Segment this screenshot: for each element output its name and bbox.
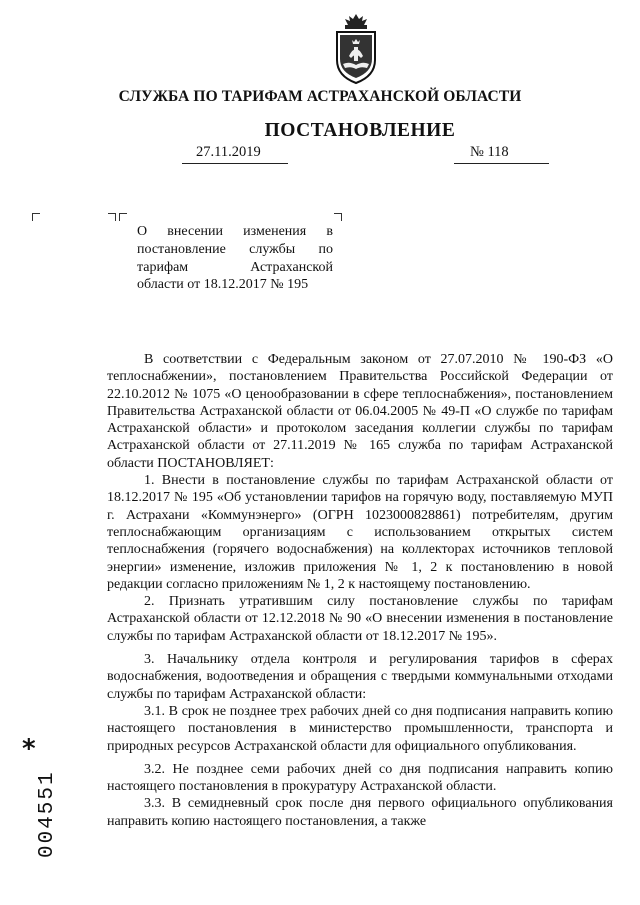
subject-line: области от 18.12.2017 № 195 bbox=[137, 277, 309, 293]
clause-2-paragraph: 2. Признать утратившим силу постановление службы по тарифам Астраханской области от 12.12.2018 № 90 «О внесении изменения в постановление службы по тарифам Астраханской области от 18.12.2017 № 195». bbox=[107, 594, 613, 644]
document-number: № 118 bbox=[470, 144, 509, 160]
corner-mark bbox=[119, 213, 127, 221]
date-underline bbox=[182, 163, 288, 164]
number-underline bbox=[454, 163, 549, 164]
clause-3-2-paragraph: 3.2. Не позднее семи рабочих дней со дня подписания направить копию настоящего постановления в прокуратуру Астраханской области. bbox=[107, 761, 613, 795]
document-body bbox=[107, 351, 613, 830]
subject-line: тарифам Астраханской bbox=[137, 259, 333, 275]
clause-3-3-paragraph: 3.3. В семидневный срок после дня первого официального опубликования направить копию настоящего постановления, а также bbox=[107, 796, 613, 829]
coat-of-arms-emblem bbox=[327, 12, 385, 86]
clause-3-paragraph: 3. Начальнику отдела контроля и регулирования тарифов в сферах водоснабжения, водоотведения и обращения с твердыми коммунальными отходами службы по тарифам Астраханской области: bbox=[107, 652, 613, 702]
stamp-star: * bbox=[22, 734, 36, 764]
document-subject bbox=[137, 223, 333, 294]
subject-line: О внесении изменения в bbox=[137, 224, 333, 239]
corner-mark bbox=[334, 213, 342, 221]
stamp-code: 004551 bbox=[36, 770, 59, 858]
document-date: 27.11.2019 bbox=[196, 144, 261, 160]
corner-mark bbox=[32, 213, 40, 221]
document-type-title: ПОСТАНОВЛЕНИЕ bbox=[264, 120, 456, 141]
clause-3-1-paragraph: 3.1. В срок не позднее трех рабочих дней со дня подписания направить копию настоящего постановления в министерство промышленности, транспорта и природных ресурсов Астраханской области для официального опубликования. bbox=[107, 703, 613, 754]
corner-mark bbox=[108, 213, 116, 221]
organization-title: СЛУЖБА ПО ТАРИФАМ АСТРАХАНСКОЙ ОБЛАСТИ bbox=[118, 88, 522, 105]
preamble-paragraph: В соответствии с Федеральным законом от 27.07.2010 № 190-ФЗ «О теплоснабжении», постановлением Правительства Российской Федерации от 22.10.2012 № 1075 «О ценообразовании в сфере теплоснабжения», постановлением Правительства Астраханской области от 06.04.2005 № 49-П «О службе по тарифам Астраханской области» и протоколом заседания коллегии службы по тарифам Астраханской области от 27.11.2019 № 165 служба по тарифам Астраханской области ПОСТАНОВЛЯЕТ: bbox=[107, 352, 613, 471]
registration-stamp bbox=[14, 734, 59, 858]
subject-line: постановление службы по bbox=[137, 241, 333, 257]
clause-1-paragraph: 1. Внести в постановление службы по тарифам Астраханской области от 18.12.2017 № 195 «Об установлении тарифов на горячую воду, поставляемую МУП г. Астрахани «Коммунэнерго» (ОГРН 1023000828861) потребителям, другим теплоснабжающим организациям с использованием открытых систем теплоснабжения (горячего водоснабжения) на коллекторах источников тепловой энергии» изменение, изложив приложения № 1, 2 к постановлению в новой редакции согласно приложениям № 1, 2 к настоящему постановлению. bbox=[107, 473, 613, 592]
